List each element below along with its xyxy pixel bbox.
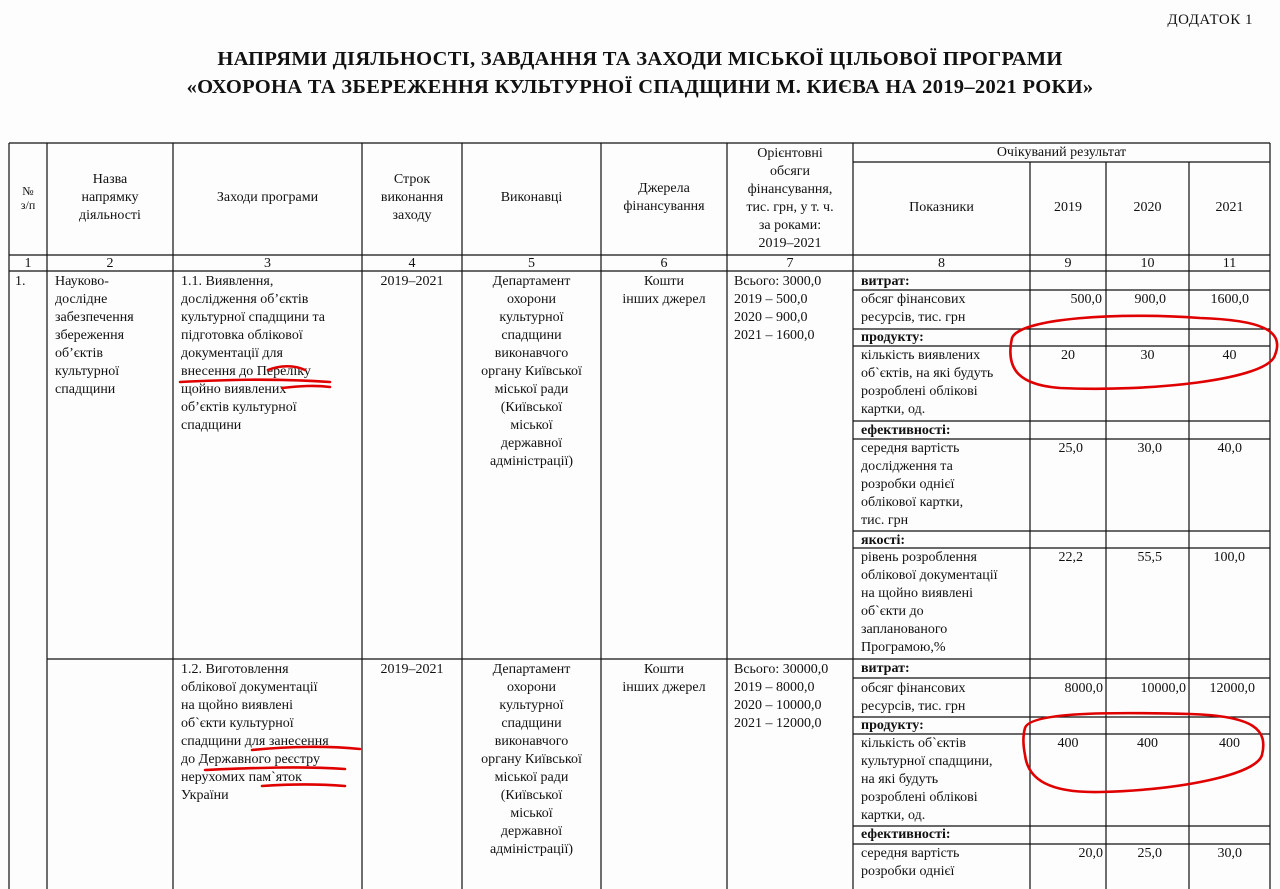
document-title-line-1: НАПРЯМИ ДІЯЛЬНОСТІ, ЗАВДАННЯ ТА ЗАХОДИ МІСЬКОЇ ЦІЛЬОВОЇ ПРОГРАМИ	[217, 48, 1063, 70]
column-number: 4	[408, 256, 416, 271]
header-year-2019: 2019	[1054, 200, 1082, 215]
document-title-line-2: «ОХОРОНА ТА ЗБЕРЕЖЕННЯ КУЛЬТУРНОЇ СПАДЩИНИ М. КИЄВА НА 2019–2021 РОКИ»	[186, 76, 1094, 98]
column-number: 5	[528, 256, 535, 271]
indicator-value: 400	[1137, 736, 1158, 751]
indicator-value: 100,0	[1213, 550, 1245, 565]
indicator-heading: витрат:	[861, 661, 910, 676]
column-number: 9	[1064, 256, 1072, 271]
indicator-heading: продукту:	[861, 330, 924, 345]
column-number: 6	[660, 256, 668, 271]
indicator-heading: якості:	[861, 533, 906, 548]
indicator-value: 400	[1057, 736, 1079, 751]
funding-text: Всього: 30000,0 2019 – 8000,0 2020 – 10000,0 2021 – 12000,0	[734, 662, 829, 731]
column-number: 7	[786, 256, 794, 271]
term-text: 2019–2021	[380, 662, 444, 677]
indicator-value: 1600,0	[1210, 292, 1249, 307]
indicator-label: кількість виявлених об`єктів, на які будуть розроблені облікові картки, од.	[861, 348, 994, 417]
column-number: 2	[106, 256, 114, 271]
indicator-value: 25,0	[1137, 846, 1162, 861]
measure-text: 1.1. Виявлення, дослідження об’єктів культурної спадщини та підготовка облікової документації для внесення до Переліку щойно виявлених об’єктів культурної спадщини	[181, 274, 325, 433]
indicator-value: 30	[1140, 348, 1155, 363]
indicator-heading: ефективності:	[861, 423, 951, 438]
indicator-value: 8000,0	[1064, 681, 1103, 696]
direction-name: Науково- дослідне забезпечення збереження об’єктів культурної спадщини	[55, 274, 134, 397]
header-funding: Орієнтовні обсяги фінансування, тис. грн, у т. ч. за роками: 2019–2021	[746, 146, 834, 251]
column-number: 1	[24, 256, 32, 271]
header-expected-result: Очікуваний результат	[996, 145, 1127, 160]
indicator-value: 10000,0	[1140, 681, 1186, 696]
indicator-value: 30,0	[1217, 846, 1242, 861]
indicator-label: обсяг фінансових ресурсів, тис. грн	[861, 292, 966, 325]
executor-text: Департамент охорони культурної спадщини виконавчого органу Київської міської ради (Київської міської державної адміністрації)	[481, 662, 582, 857]
indicator-value: 20,0	[1078, 846, 1103, 861]
row-number: 1.	[15, 274, 26, 289]
indicator-value: 55,5	[1137, 550, 1162, 565]
indicator-label: рівень розроблення облікової документації на щойно виявлені об`єкти до запланованого Програмою,%	[861, 550, 998, 655]
indicator-label: середня вартість дослідження та розробки однієї облікової картки, тис. грн	[861, 441, 964, 528]
indicator-label: кількість об`єктів культурної спадщини, на які будуть розроблені облікові картки, од.	[861, 736, 993, 823]
header-direction: Назва напрямку діяльності	[79, 172, 141, 223]
header-executors: Виконавці	[500, 190, 563, 205]
indicator-value: 25,0	[1058, 441, 1083, 456]
header-measures: Заходи програми	[216, 190, 319, 205]
indicator-label: середня вартість розробки однієї	[861, 846, 960, 879]
term-text: 2019–2021	[380, 274, 444, 289]
indicator-value: 12000,0	[1209, 681, 1255, 696]
measure-text: 1.2. Виготовлення облікової документації на щойно виявлені об`єкти культурної спадщини для занесення до Державного реєстру нерухомих пам`яток України	[181, 662, 329, 803]
column-number: 8	[938, 256, 945, 271]
indicator-value: 400	[1219, 736, 1240, 751]
funding-text: Всього: 3000,0 2019 – 500,0 2020 – 900,0 2021 – 1600,0	[734, 274, 822, 343]
indicator-heading: витрат:	[861, 274, 910, 289]
indicator-label: обсяг фінансових ресурсів, тис. грн	[861, 681, 966, 714]
indicator-value: 40	[1222, 348, 1237, 363]
appendix-label: ДОДАТОК 1	[1167, 12, 1253, 28]
header-number: № з/п	[20, 184, 36, 212]
source-text: Кошти інших джерел	[622, 274, 706, 307]
indicator-heading: продукту:	[861, 718, 924, 733]
indicator-value: 30,0	[1137, 441, 1162, 456]
executor-text: Департамент охорони культурної спадщини виконавчого органу Київської міської ради (Київської міської державної адміністрації)	[481, 274, 582, 469]
indicator-value: 500,0	[1070, 292, 1102, 307]
header-year-2020: 2020	[1133, 200, 1162, 215]
column-number: 3	[264, 256, 271, 271]
indicator-value: 900,0	[1134, 292, 1166, 307]
indicator-value: 20	[1061, 348, 1075, 363]
indicator-value: 22,2	[1058, 550, 1083, 565]
header-sources: Джерела фінансування	[623, 181, 705, 214]
indicator-heading: ефективності:	[861, 827, 951, 842]
header-term: Строк виконання заходу	[380, 172, 444, 223]
source-text: Кошти інших джерел	[622, 662, 706, 695]
column-number: 10	[1140, 256, 1155, 271]
column-number: 11	[1222, 256, 1237, 271]
header-indicators: Показники	[909, 200, 974, 215]
header-year-2021: 2021	[1215, 200, 1244, 215]
indicator-value: 40,0	[1217, 441, 1242, 456]
